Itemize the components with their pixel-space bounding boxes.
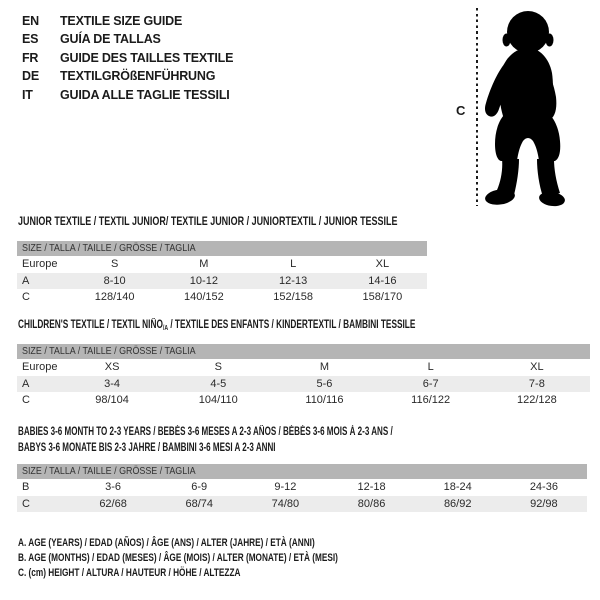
table-cell: 6-9 [191,481,208,493]
table-cell: 128/140 [94,291,135,303]
table-cell: L [427,361,434,373]
table-cell: 9-12 [274,481,297,493]
table-cell: 8-10 [70,273,159,290]
height-dimension-line [476,8,478,206]
table-cell: 7-8 [484,376,590,393]
table-row [17,479,587,496]
table-cell: 74/80 [242,496,328,513]
table-cell: 98/104 [95,394,129,406]
row-label: Europe [22,361,58,373]
table-row [17,256,427,273]
language-code: IT [22,87,33,102]
babies-title-line2: BABYS 3-6 MONATE BIS 2-3 JAHRE / BAMBINI 3-6 MESI A 2-3 ANNI [18,441,276,454]
table-cell: M [199,258,209,270]
table-cell: 24-36 [529,481,558,493]
guide-title: GUIDE DES TAILLES TEXTILE [60,50,234,65]
table-cell: 3-4 [59,376,165,393]
language-code: DE [22,69,39,84]
table-cell: 116/122 [411,394,451,406]
table-row [17,289,427,306]
table-cell: 140/152 [183,291,224,303]
guide-title: GUIDA ALLE TAGLIE TESSILI [60,87,230,102]
size-header-label: SIZE / TALLA / TAILLE / GRÖSSE / TAGLIA [22,242,196,254]
guide-title: TEXTILGRÖßENFÜHRUNG [60,69,216,84]
table-row [17,392,590,409]
children-table-title [18,319,415,332]
language-row [22,49,233,67]
language-code: EN [22,14,39,28]
table-cell: 4-5 [165,376,271,393]
children-size-table [17,344,590,409]
table-cell: M [319,361,330,373]
row-label: B [22,481,30,493]
height-marker-label: C [456,103,466,118]
junior-table-title: JUNIOR TEXTILE / TEXTIL JUNIOR/ TEXTILE JUNIOR / JUNIORTEXTIL / JUNIOR TESSILE [18,216,398,228]
language-title-list [22,12,233,104]
measurement-legend [18,536,445,582]
row-label: C [17,496,70,513]
children-table [17,344,590,409]
table-row [17,496,587,513]
table-row [17,376,590,393]
legend-line-b: B. AGE (MONTHS) / EDAD (MESES) / ÂGE (MOIS) / ALTER (MONATE) / ETÀ (MESI) [18,552,338,565]
table-cell: 86/92 [415,496,501,513]
size-header-bar [17,344,590,359]
guide-title: TEXTILE SIZE GUIDE [60,14,183,28]
babies-title-line1: BABIES 3-6 MONTH TO 2-3 YEARS / BEBÉS 3-6 MESES A 2-3 AÑOS / BÉBÉS 3-6 MOIS À 2-3 ANS / [18,426,393,438]
size-header-label: SIZE / TALLA / TAILLE / GRÖSSE / TAGLIA [22,465,196,477]
table-cell: XL [375,258,390,270]
table-cell: 12-13 [249,273,338,290]
row-label: A [17,273,70,290]
table-cell: XL [530,361,544,373]
table-cell: 12-18 [357,481,386,493]
table-row [17,273,427,290]
table-cell: 68/74 [156,496,242,513]
babies-table [17,464,587,512]
children-title-post: / TEXTILE DES ENFANTS / KINDERTEXTIL / BAMBINI TESSILE [168,319,416,331]
table-cell: 14-16 [338,273,427,290]
table-cell: 152/158 [273,291,313,303]
size-header-label: SIZE / TALLA / TAILLE / GRÖSSE / TAGLIA [22,345,196,357]
table-cell: 5-6 [271,376,377,393]
row-label: C [22,291,30,303]
table-row [17,359,590,376]
legend-line-a: A. AGE (YEARS) / EDAD (AÑOS) / ÂGE (ANS) / ALTER (JAHRE) / ETÀ (ANNI) [18,537,315,549]
junior-size-table [17,241,427,306]
table-cell: S [110,258,119,270]
children-title-pre: CHILDREN'S TEXTILE / TEXTIL NIÑO [18,319,163,331]
table-cell: 104/110 [198,394,238,406]
size-header-bar [17,241,427,256]
language-row [22,86,233,104]
legend-line-c: C. (cm) HEIGHT / ALTURA / HAUTEUR / HÖHE / ALTEZZA [18,567,241,580]
language-code: FR [22,50,39,65]
table-cell: 6-7 [378,376,484,393]
baby-silhouette-icon [484,9,566,208]
table-cell: 110/116 [305,394,344,406]
table-cell: 10-12 [159,273,248,290]
table-cell: 122/128 [516,394,557,406]
table-cell: XS [104,361,120,373]
babies-table-title [18,425,393,456]
row-label: C [22,394,30,406]
row-label: A [17,376,59,393]
size-header-bar [17,464,587,479]
children-title-sub: /A [162,324,169,332]
table-cell: 18-24 [443,481,472,493]
language-row [22,30,233,48]
language-row [22,67,233,85]
junior-table [17,241,427,306]
table-cell: 80/86 [328,496,414,513]
row-label: Europe [22,258,58,270]
table-cell: 3-6 [105,481,122,493]
table-cell: 158/170 [362,291,403,303]
table-cell: 62/68 [70,496,156,513]
table-cell: S [214,361,222,373]
table-cell: L [290,258,297,270]
babies-size-table [17,464,587,512]
guide-title: GUÍA DE TALLAS [60,32,161,47]
table-cell: 92/98 [501,496,587,513]
language-row [22,12,233,30]
language-code: ES [22,32,39,47]
